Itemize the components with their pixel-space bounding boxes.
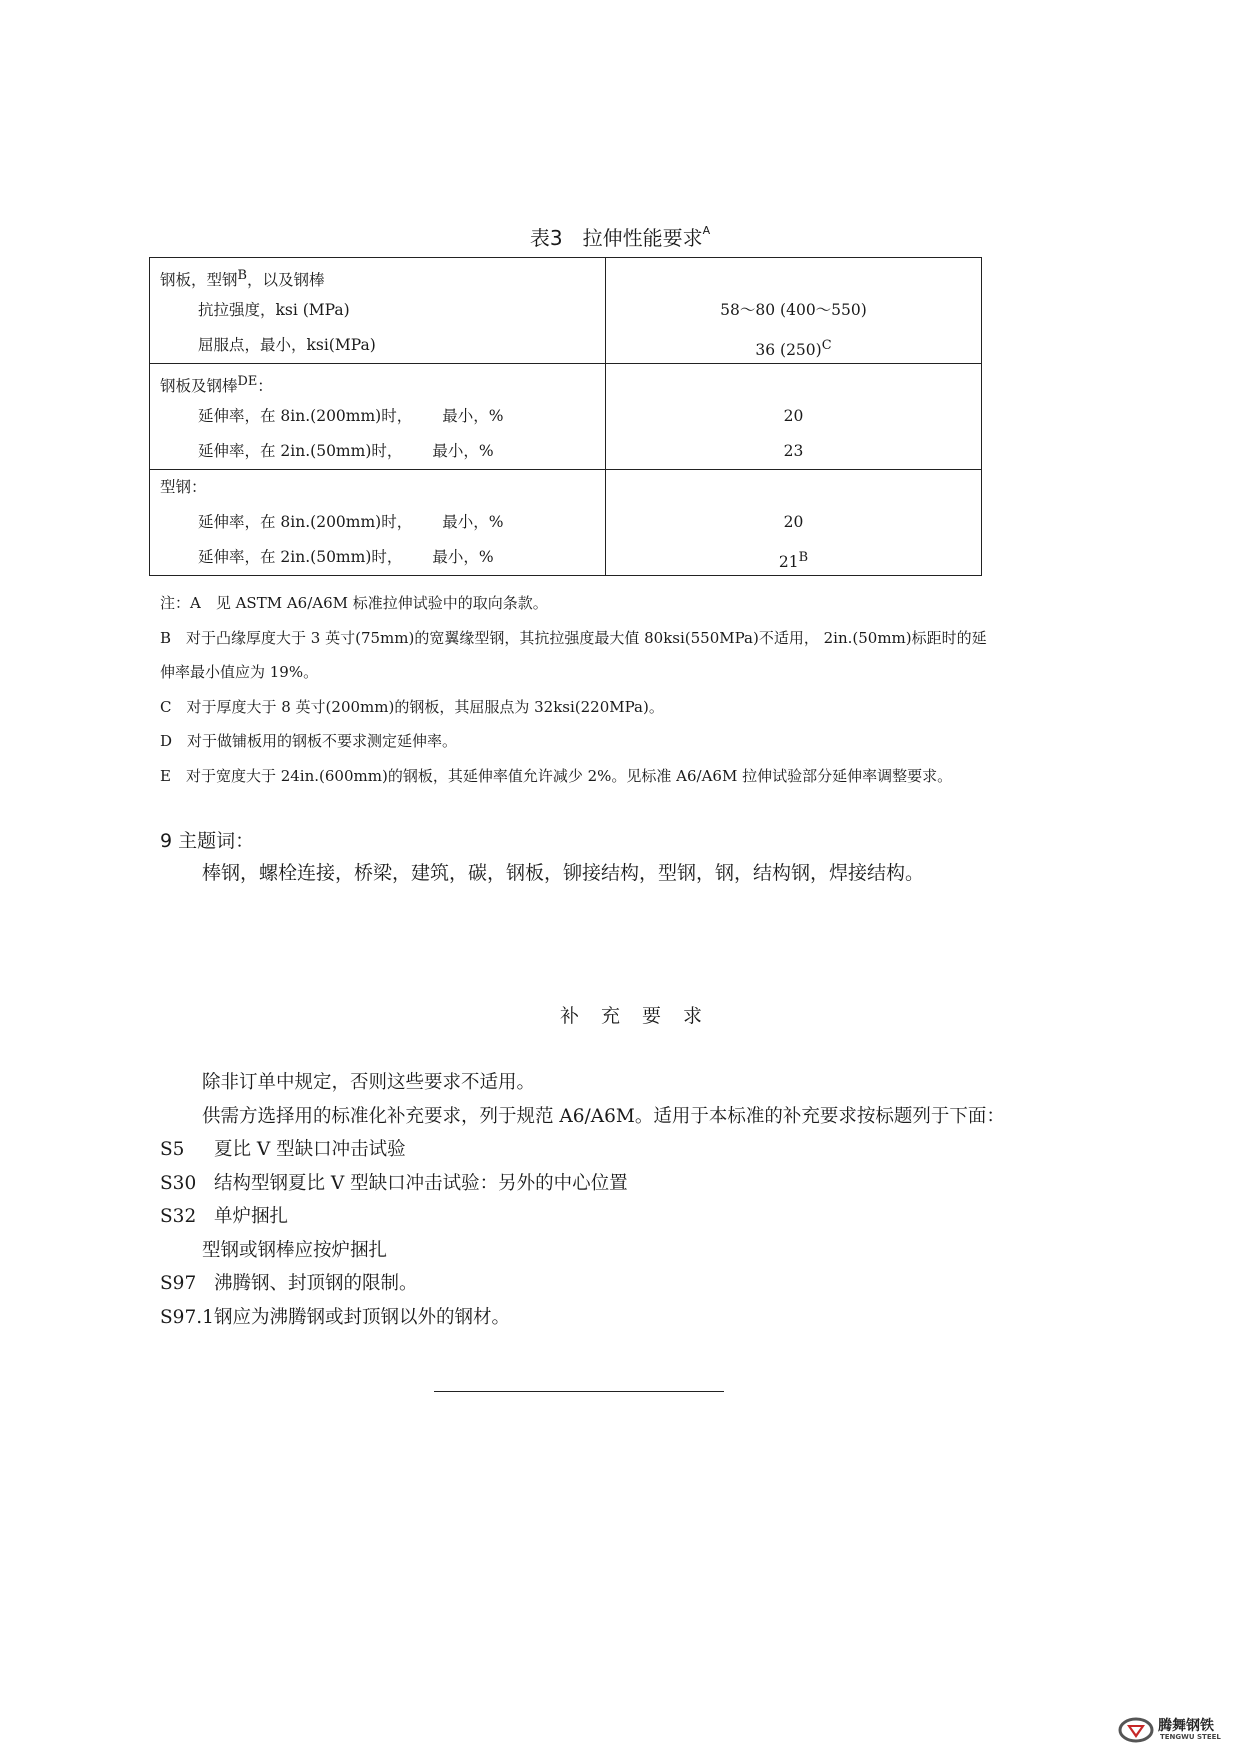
table-row-value-footnote-mark: B <box>798 550 809 565</box>
tengwu-logo-mark-icon <box>1118 1716 1154 1744</box>
end-of-document-rule <box>434 1391 724 1392</box>
table-row-label <box>150 328 605 363</box>
table-row-value-text: 23 <box>783 442 804 460</box>
table-row-label <box>150 505 605 540</box>
table-row-value-footnote-mark: C <box>821 338 832 353</box>
table-group-row <box>150 470 982 576</box>
table-group-header-text: 钢板，型钢 <box>160 271 238 290</box>
supplementary-item-code: S32 <box>160 1206 197 1227</box>
table-row-value-text: 20 <box>783 407 804 425</box>
table-row-value-text: 21 <box>778 553 799 572</box>
table-value-spacer <box>606 364 981 399</box>
table-label-cell <box>150 258 606 364</box>
supplementary-item-text: 单炉捆扎 <box>214 1206 289 1227</box>
table-row-value <box>606 540 981 575</box>
supplementary-item <box>160 1167 1005 1201</box>
table-group-header-footnote-mark: B <box>237 268 247 283</box>
supplementary-item-code: S5 <box>160 1139 185 1160</box>
note-a: 注：A 见 ASTM A6/A6M 标准拉伸试验中的取向条款。 <box>160 594 548 612</box>
supplementary-item-text: 沸腾钢、封顶钢的限制。 <box>214 1273 418 1294</box>
supplementary-item <box>160 1133 1005 1167</box>
tensile-requirements-table <box>149 257 982 576</box>
table-value-spacer <box>606 258 981 293</box>
table-title-text: 表3 拉伸性能要求 <box>529 226 703 250</box>
supplementary-item-text: 型钢或钢棒应按炉捆扎 <box>202 1239 388 1261</box>
supplementary-item-code: S97.1 <box>160 1306 214 1328</box>
table-row-label-text: 延伸率，在 8in.(200mm)时， <box>198 407 413 425</box>
supplementary-item-text: 结构型钢夏比 V 型缺口冲击试验：另外的中心位置 <box>214 1172 628 1194</box>
table-label-cell <box>150 470 606 576</box>
supplementary-item-text: 钢应为沸腾钢或封顶钢以外的钢材。 <box>214 1306 511 1328</box>
table-row-value <box>606 434 981 469</box>
table-group-header-text: 钢板及钢棒 <box>160 377 238 396</box>
supplementary-item-code: S97 <box>160 1273 197 1294</box>
table-group-header <box>150 470 605 505</box>
supplementary-item <box>160 1267 1005 1301</box>
table-group-header-suffix: ： <box>257 377 273 396</box>
table-title-footnote-mark: A <box>702 224 711 238</box>
section-9-heading: 9 主题词： <box>160 830 255 852</box>
table-row-label-text: 延伸率，在 2in.(50mm)时， <box>198 548 403 566</box>
note-b-continued: 伸率最小值应为 19%。 <box>160 663 319 681</box>
supplementary-item <box>160 1301 1005 1335</box>
table-row-value <box>606 399 981 434</box>
table-value-cell <box>606 258 982 364</box>
table-notes <box>160 586 1120 793</box>
logo-name-cn: 腾舞钢铁 <box>1158 1718 1214 1734</box>
table-row-value <box>606 328 981 363</box>
note-c: C 对于厚度大于 8 英寸(200mm)的钢板，其屈服点为 32ksi(220MPa)。 <box>160 697 664 716</box>
table-row-value <box>606 505 981 540</box>
table-row-label <box>150 399 605 434</box>
supplementary-item <box>160 1200 1005 1234</box>
supplementary-item <box>160 1234 1005 1268</box>
supplementary-requirements <box>160 1066 1005 1334</box>
note-e: E 对于宽度大于 24in.(600mm)的钢板，其延伸率值允许减少 2%。见标准 A6/A6M 拉伸试验部分延伸率调整要求。 <box>160 766 953 785</box>
table-label-cell <box>150 364 606 470</box>
supplementary-requirements-title: 补充要求 <box>559 1005 724 1027</box>
table-row-label-text: 抗拉强度，ksi (MPa) <box>198 301 350 319</box>
table-title <box>0 222 1240 251</box>
table-row-value <box>606 293 981 328</box>
table-row-value-text: 58～80 (400～550) <box>720 301 867 319</box>
table-group-header-suffix: ，以及钢棒 <box>247 271 325 290</box>
note-b: B 对于凸缘厚度大于 3 英寸(75mm)的宽翼缘型钢，其抗拉强度最大值 80ksi(550MPa)不适用， 2in.(50mm)标距时的延 <box>160 628 987 647</box>
supplementary-intro-2: 供需方选择用的标准化补充要求，列于规范 A6/A6M。适用于本标准的补充要求按标题列于下面： <box>202 1105 1005 1127</box>
table-group-header-text: 型钢： <box>160 478 207 496</box>
logo-name-en: TENGWU STEEL <box>1160 1733 1221 1741</box>
table-row-label <box>150 540 605 575</box>
table-group-row <box>150 364 982 470</box>
table-value-spacer <box>606 470 981 505</box>
table-row-label-minimum: 最小，% <box>432 442 494 460</box>
table-value-cell <box>606 364 982 470</box>
note-d: D 对于做铺板用的钢板不要求测定延伸率。 <box>160 732 458 750</box>
table-row-value-text: 20 <box>783 513 804 531</box>
table-row-label-text: 延伸率，在 2in.(50mm)时， <box>198 442 403 460</box>
table-row-label-minimum: 最小，% <box>442 513 504 531</box>
table-group-header <box>150 364 605 399</box>
supplementary-item-code: S30 <box>160 1172 197 1194</box>
table-group-header <box>150 258 605 293</box>
table-row-label-minimum: 最小，% <box>442 407 504 425</box>
table-value-cell <box>606 470 982 576</box>
section-9-keywords: 棒钢，螺栓连接，桥梁，建筑，碳，钢板，铆接结构，型钢，钢，结构钢，焊接结构。 <box>202 862 925 884</box>
table-row-label-text: 屈服点，最小，ksi(MPa) <box>198 336 376 354</box>
table-group-header-footnote-mark: DE <box>237 374 258 389</box>
supplementary-items <box>160 1133 1005 1334</box>
table-row-label-text: 延伸率，在 8in.(200mm)时， <box>198 513 413 531</box>
table-row-label <box>150 293 605 328</box>
table-row-label <box>150 434 605 469</box>
table-row-value-text: 36 (250) <box>755 341 822 360</box>
supplementary-item-text: 夏比 V 型缺口冲击试验 <box>214 1139 406 1160</box>
table-group-row <box>150 258 982 364</box>
table-row-label-minimum: 最小，% <box>432 548 494 566</box>
supplementary-intro-1: 除非订单中规定，否则这些要求不适用。 <box>202 1072 536 1093</box>
tengwu-steel-logo <box>1118 1714 1230 1746</box>
